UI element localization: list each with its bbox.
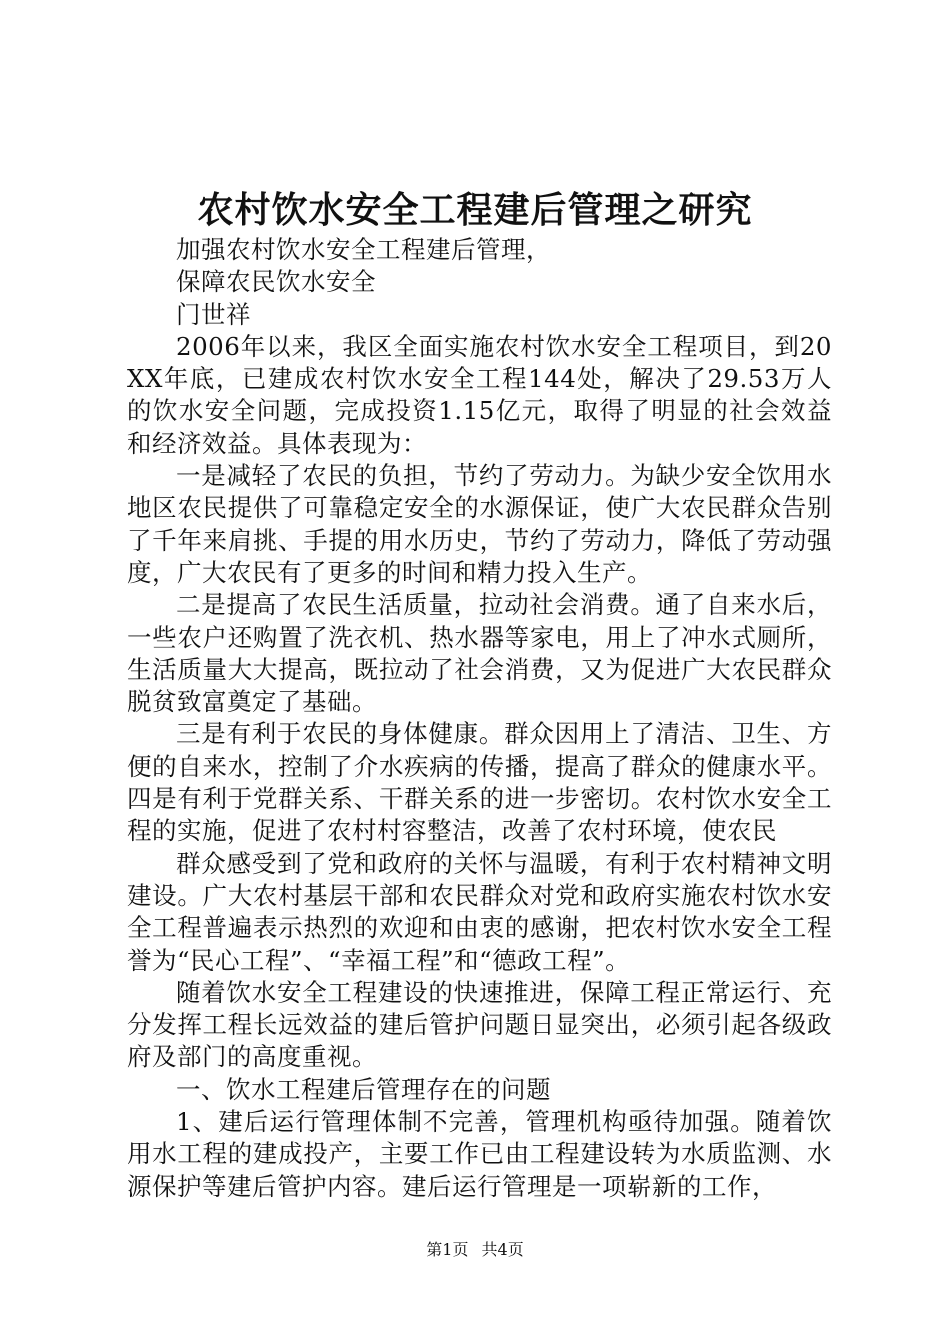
page-footer xyxy=(0,1240,950,1260)
subtitle-line: 加强农村饮水安全工程建后管理， xyxy=(176,235,551,264)
paragraph: 二是提高了农民生活质量，拉动社会消费。通了自来水后，一些农户还购置了洗衣机、热水器等家电，用上了冲水式厕所，生活质量大大提高，既拉动了社会消费，又为促进广大农民群众脱贫致富奠定了基础。 xyxy=(127,590,832,717)
total-pages: 共4页 xyxy=(481,1240,524,1259)
paragraph: 一是减轻了农民的负担，节约了劳动力。为缺少安全饮用水地区农民提供了可靠稳定安全的水源保证，使广大农民群众告别了千年来肩挑、手提的用水历史，节约了劳动力，降低了劳动强度，广大农民有了更多的时间和精力投入生产。 xyxy=(127,461,832,587)
subtitle-line: 保障农民饮水安全 xyxy=(176,267,376,297)
author-name: 门世祥 xyxy=(176,299,251,329)
paragraph: 2006年以来，我区全面实施农村饮水安全工程项目，到20XX年底，已建成农村饮水安全工程144处，解决了29.53万人的饮水安全问题，完成投资1.15亿元，取得了明显的社会效益和经济效益。具体表现为： xyxy=(127,331,832,458)
paragraph: 三是有利于农民的身体健康。群众因用上了清洁、卫生、方便的自来水，控制了介水疾病的传播，提高了群众的健康水平。四是有利于党群关系、干群关系的进一步密切。农村饮水安全工程的实施，促进了农村村容整洁，改善了农村环境，使农民 xyxy=(127,719,832,846)
document-title: 农村饮水安全工程建后管理之研究 xyxy=(197,189,753,231)
paragraph: 随着饮水安全工程建设的快速推进，保障工程正常运行、充分发挥工程长远效益的建后管护问题日显突出，必须引起各级政府及部门的高度重视。 xyxy=(127,977,832,1072)
page-number: 第1页 xyxy=(426,1240,469,1259)
paragraph: 1、建后运行管理体制不完善，管理机构亟待加强。随着饮用水工程的建成投产，主要工作已由工程建设转为水质监测、水源保护等建后管护内容。建后运行管理是一项崭新的工作， xyxy=(127,1107,832,1201)
paragraph: 群众感受到了党和政府的关怀与温暖，有利于农村精神文明建设。广大农村基层干部和农民群众对党和政府实施农村饮水安全工程普遍表示热烈的欢迎和由衷的感谢，把农村饮水安全工程誉为“民心工程”、“幸福工程”和“德政工程”。 xyxy=(127,848,832,975)
section-heading: 一、饮水工程建后管理存在的问题 xyxy=(176,1074,551,1104)
document-body xyxy=(127,234,832,1203)
